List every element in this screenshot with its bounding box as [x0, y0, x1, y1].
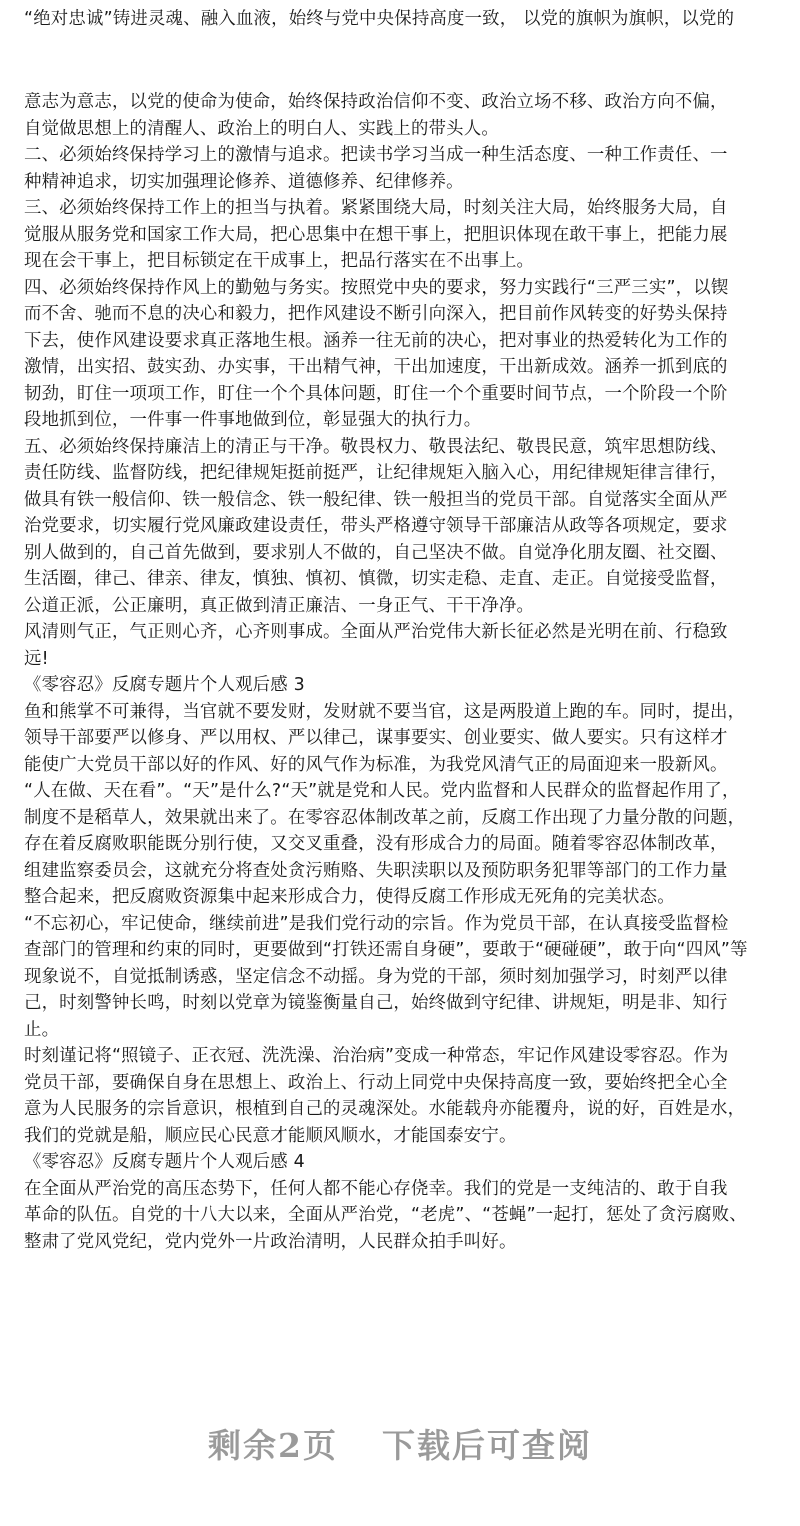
- text-line: 查部门的管理和约束的同时，更要做到“打铁还需自身硬”，要敢于“硬碰硬”，敢于向“四风”等: [24, 940, 748, 960]
- text-line: 别人做到的，自己首先做到，要求别人不做的，自己坚决不做。自觉净化朋友圈、社交圈、: [24, 542, 728, 563]
- text-line: 意为人民服务的宗旨意识，根植到自己的灵魂深处。水能载舟亦能覆舟，说的好，百姓是水，: [24, 1099, 746, 1119]
- text-line: 整肃了党风党纪，党内党外一片政治清明，人民群众拍手叫好。: [24, 1231, 517, 1252]
- text-line: 治党要求，切实履行党风廉政建设责任，带头严格遵守领导干部廉洁从政等各项规定，要求: [24, 516, 728, 536]
- text-line: 存在着反腐败职能既分别行使，又交叉重叠，没有形成合力的局面。随着零容忍体制改革，: [24, 834, 728, 854]
- text-line: 生活圈，律己、律亲、律友，慎独、慎初、慎微，切实走稳、走直、走正。自觉接受监督，: [24, 569, 728, 589]
- document-body: [0, 89, 800, 1255]
- text-line: 韧劲，盯住一项项工作，盯住一个个具体问题，盯住一个个重要时间节点，一个阶段一个阶: [24, 383, 728, 404]
- text-line: 能使广大党员干部以好的作风、好的风气作为标准，为我党风清气正的局面迎来一股新风。: [24, 754, 728, 775]
- text-line: 我们的党就是船，顺应民心民意才能顺风顺水，才能国泰安宁。: [24, 1125, 517, 1146]
- text-line: 止。: [24, 1019, 60, 1040]
- text-line: 三、必须始终保持工作上的担当与执着。紧紧围绕大局，时刻关注大局，始终服务大局，自: [24, 198, 728, 218]
- remaining-pages-label: 剩余2页: [208, 1426, 338, 1465]
- text-line: 责任防线、监督防线，把纪律规矩挺前挺严，让纪律规矩入脑入心，用纪律规矩律言律行，: [24, 463, 728, 483]
- text-line: 在全面从严治党的高压态势下，任何人都不能心存侥幸。我们的党是一支纯洁的、敢于自我: [24, 1178, 728, 1199]
- document-first-line: [0, 6, 734, 33]
- text-line: 意志为意志，以党的使命为使命，始终保持政治信仰不变、政治立场不移、政治方向不偏，: [24, 92, 728, 112]
- text-line: 四、必须始终保持作风上的勤勉与务实。按照党中央的要求，努力实践行“三严三实”，以锲: [24, 277, 729, 298]
- text-line: 领导干部要严以修身、严以用权、严以律己，谋事要实、创业要实、做人要实。只有这样才: [24, 728, 728, 748]
- clipped-top-line: [0, 0, 800, 5]
- text-line: 党员干部，要确保自身在思想上、政治上、行动上同党中央保持高度一致，要始终把全心全: [24, 1072, 728, 1093]
- section-heading: 《零容忍》反腐专题片个人观后感 4: [24, 1152, 305, 1172]
- text-line: 觉服从服务党和国家工作大局，把心思集中在想干事上，把胆识体现在敢干事上，把能力展: [24, 224, 728, 245]
- text-line: 激情，出实招、鼓实劲、办实事，干出精气神，干出加速度，干出新成效。涵养一抓到底的: [24, 357, 728, 377]
- section-heading: 《零容忍》反腐专题片个人观后感 3: [24, 675, 305, 695]
- text-line: 五、必须始终保持廉洁上的清正与干净。敬畏权力、敬畏法纪、敬畏民意，筑牢思想防线、: [24, 436, 728, 457]
- download-prompt-label[interactable]: 下载后可查阅: [381, 1426, 592, 1465]
- text-line: 时刻谨记将“照镜子、正衣冠、洗洗澡、治治病”变成一种常态，牢记作风建设零容忍。作为: [24, 1046, 729, 1066]
- text-line: 远!: [24, 648, 49, 669]
- text-line: 下去，使作风建设要求真正落地生根。涵养一往无前的决心，把对事业的热爱转化为工作的: [24, 330, 728, 351]
- download-banner[interactable]: [0, 1420, 800, 1467]
- text-line: 现象说不，自觉抵制诱惑，坚定信念不动摇。身为党的干部，须时刻加强学习，时刻严以律: [24, 966, 728, 987]
- text-line: 鱼和熊掌不可兼得，当官就不要发财，发财就不要当官，这是两股道上跑的车。同时，提出，: [24, 701, 746, 722]
- text-line: “人在做、天在看”。“天”是什么?“天”就是党和人民。党内监督和人民群众的监督起作用了，: [24, 781, 740, 801]
- text-line: 现在会干事上，把目标锁定在干成事上，把品行落实在不出事上。: [24, 251, 535, 271]
- text-line: 做具有铁一般信仰、铁一般信念、铁一般纪律、铁一般担当的党员干部。自觉落实全面从严: [24, 489, 728, 510]
- text-line: 段地抓到位，一件事一件事地做到位，彰显强大的执行力。: [24, 410, 482, 430]
- text-line: 整合起来，把反腐败资源集中起来形成合力，使得反腐工作形成无死角的完美状态。: [24, 887, 675, 907]
- text-line: 组建监察委员会，这就充分将查处贪污贿赂、失职渎职以及预防职务犯罪等部门的工作力量: [24, 860, 728, 881]
- text-line: 革命的队伍。自党的十八大以来，全面从严治党，“老虎”、“苍蝇”一起打，惩处了贪污腐败、: [24, 1205, 747, 1225]
- text-line: 己，时刻警钟长鸣，时刻以党章为镜鉴衡量自己，始终做到守纪律、讲规矩，明是非、知行: [24, 993, 728, 1013]
- text-line: 而不舍、驰而不息的决心和毅力，把作风建设不断引向深入，把目前作风转变的好势头保持: [24, 304, 728, 324]
- text-line: 自觉做思想上的清醒人、政治上的明白人、实践上的带头人。: [24, 118, 499, 139]
- text-line: “不忘初心，牢记使命，继续前进”是我们党行动的宗旨。作为党员干部，在认真接受监督检: [24, 913, 729, 934]
- text-line: 二、必须始终保持学习上的激情与追求。把读书学习当成一种生活态度、一种工作责任、一: [24, 145, 728, 165]
- text-line: “绝对忠诚”铸进灵魂、融入血液，始终与党中央保持高度一致， 以党的旗帜为旗帜，以党的: [24, 9, 735, 29]
- text-line: [0, 0, 800, 5]
- text-line: 公道正派，公正廉明，真正做到清正廉洁、一身正气、干干净净。: [24, 595, 535, 616]
- text-line: 制度不是稻草人，效果就出来了。在零容忍体制改革之前，反腐工作出现了力量分散的问题，: [24, 807, 746, 828]
- text-line: 风清则气正，气正则心齐，心齐则事成。全面从严治党伟大新长征必然是光明在前、行稳致: [24, 622, 728, 642]
- text-line: 种精神追求，切实加强理论修养、道德修养、纪律修养。: [24, 171, 464, 192]
